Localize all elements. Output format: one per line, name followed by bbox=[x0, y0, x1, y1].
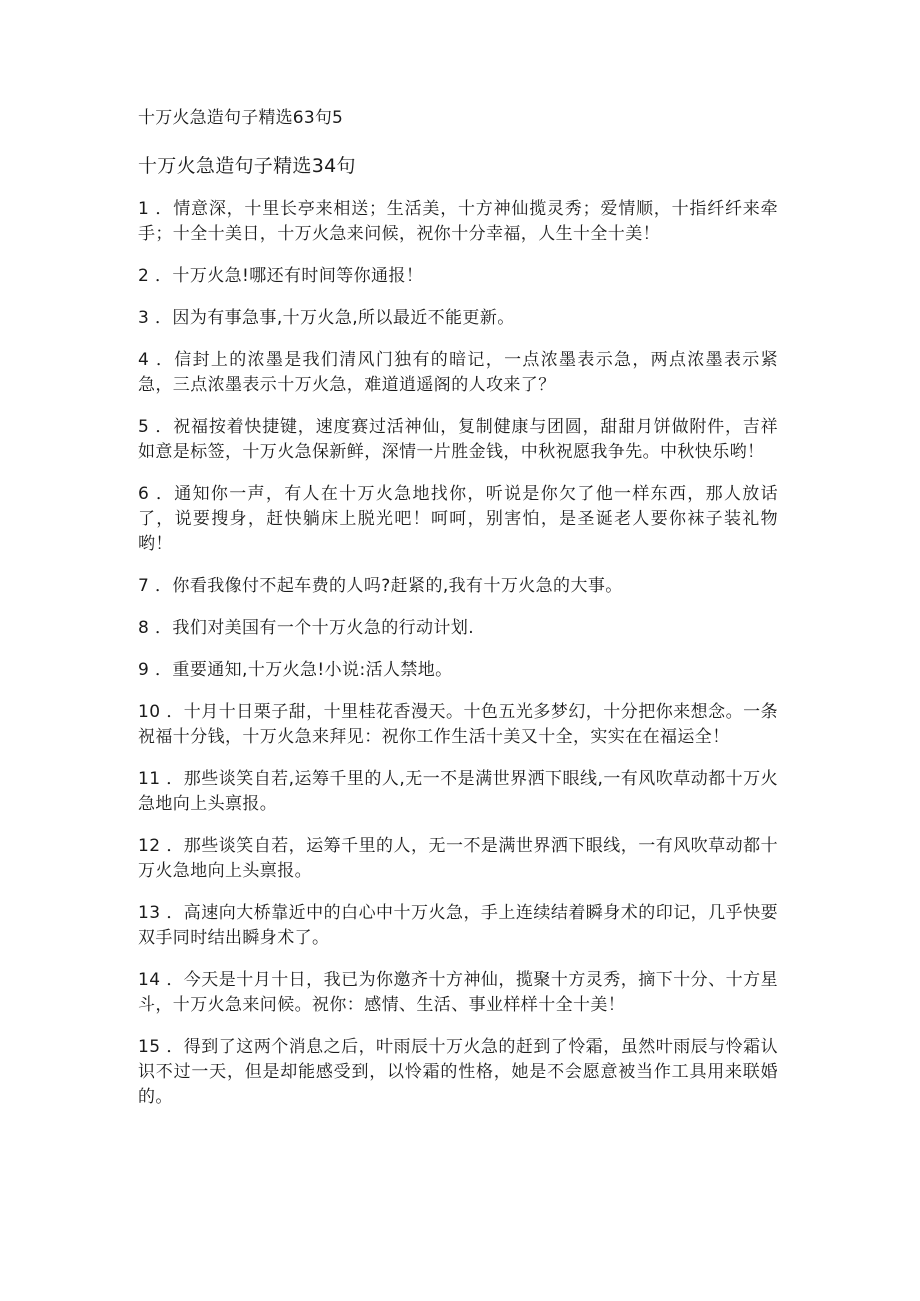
item-text: 十万火急!哪还有时间等你通报！ bbox=[172, 266, 424, 286]
item-text: 那些谈笑自若,运筹千里的人,无一不是满世界洒下眼线,一有风吹草动都十万火急地向上头禀报。 bbox=[138, 769, 778, 814]
item-text: 信封上的浓墨是我们清风门独有的暗记，一点浓墨表示急，两点浓墨表示紧急，三点浓墨表示十万火急，难道逍遥阁的人攻来了？ bbox=[138, 350, 778, 395]
list-item bbox=[138, 574, 778, 599]
item-number: 6 ． bbox=[138, 484, 175, 504]
list-item bbox=[138, 264, 778, 289]
item-text: 那些谈笑自若，运筹千里的人，无一不是满世界洒下眼线，一有风吹草动都十万火急地向上头禀报。 bbox=[138, 836, 778, 881]
list-item bbox=[138, 616, 778, 641]
item-number: 5 ． bbox=[138, 417, 174, 437]
document-page bbox=[138, 106, 778, 1127]
item-number: 14 ． bbox=[138, 970, 184, 990]
list-item bbox=[138, 658, 778, 683]
item-text: 得到了这两个消息之后，叶雨辰十万火急的赶到了怜霜，虽然叶雨辰与怜霜认识不过一天，但是却能感受到，以怜霜的性格，她是不会愿意被当作工具用来联婚的。 bbox=[138, 1037, 778, 1107]
item-text: 祝福按着快捷键，速度赛过活神仙，复制健康与团圆，甜甜月饼做附件，吉祥如意是标签，十万火急保新鲜，深情一片胜金钱，中秋祝愿我争先。中秋快乐哟！ bbox=[138, 417, 778, 462]
item-number: 4 ． bbox=[138, 350, 175, 370]
item-text: 通知你一声，有人在十万火急地找你，听说是你欠了他一样东西，那人放话了，说要搜身，赶快躺床上脱光吧！呵呵，别害怕，是圣诞老人要你袜子装礼物哟！ bbox=[138, 484, 778, 554]
list-item bbox=[138, 767, 778, 817]
item-number: 11 ． bbox=[138, 769, 184, 789]
item-text: 重要通知,十万火急!小说:活人禁地。 bbox=[172, 660, 453, 680]
item-text: 情意深，十里长亭来相送；生活美，十方神仙揽灵秀；爱情顺，十指纤纤来牵手；十全十美日，十万火急来问候，祝你十分幸福，人生十全十美！ bbox=[138, 199, 778, 244]
item-number: 2 ． bbox=[138, 266, 173, 286]
document-title: 十万火急造句子精选63句5 bbox=[138, 108, 344, 128]
list-item bbox=[138, 1035, 778, 1110]
list-item bbox=[138, 834, 778, 884]
list-item bbox=[138, 348, 778, 398]
list-item bbox=[138, 901, 778, 951]
item-number: 1 ． bbox=[138, 199, 174, 219]
item-number: 8 ． bbox=[138, 618, 173, 638]
document-subtitle: 十万火急造句子精选34句 bbox=[138, 155, 356, 177]
item-number: 13 ． bbox=[138, 903, 184, 923]
list-item bbox=[138, 306, 778, 331]
list-item bbox=[138, 700, 778, 750]
item-number: 9 ． bbox=[138, 660, 173, 680]
item-number: 12 ． bbox=[138, 836, 184, 856]
list-item bbox=[138, 197, 778, 247]
item-text: 因为有事急事,十万火急,所以最近不能更新。 bbox=[172, 308, 515, 328]
item-text: 我们对美国有一个十万火急的行动计划. bbox=[172, 618, 475, 638]
item-text: 你看我像付不起车费的人吗?赶紧的,我有十万火急的大事。 bbox=[172, 576, 623, 596]
item-number: 10 ． bbox=[138, 702, 184, 722]
list-item bbox=[138, 968, 778, 1018]
item-text: 今天是十月十日，我已为你邀齐十方神仙，揽聚十方灵秀，摘下十分、十方星斗，十万火急来问候。祝你：感情、生活、事业样样十全十美！ bbox=[138, 970, 778, 1015]
item-number: 3 ． bbox=[138, 308, 173, 328]
item-text: 十月十日栗子甜，十里桂花香漫天。十色五光多梦幻，十分把你来想念。一条祝福十分钱，十万火急来拜见：祝你工作生活十美又十全，实实在在福运全！ bbox=[138, 702, 778, 747]
item-number: 15 ． bbox=[138, 1037, 184, 1057]
item-text: 高速向大桥靠近中的白心中十万火急，手上连续结着瞬身术的印记，几乎快要双手同时结出瞬身术了。 bbox=[138, 903, 778, 948]
list-item bbox=[138, 482, 778, 557]
item-number: 7 ． bbox=[138, 576, 173, 596]
list-item bbox=[138, 415, 778, 465]
